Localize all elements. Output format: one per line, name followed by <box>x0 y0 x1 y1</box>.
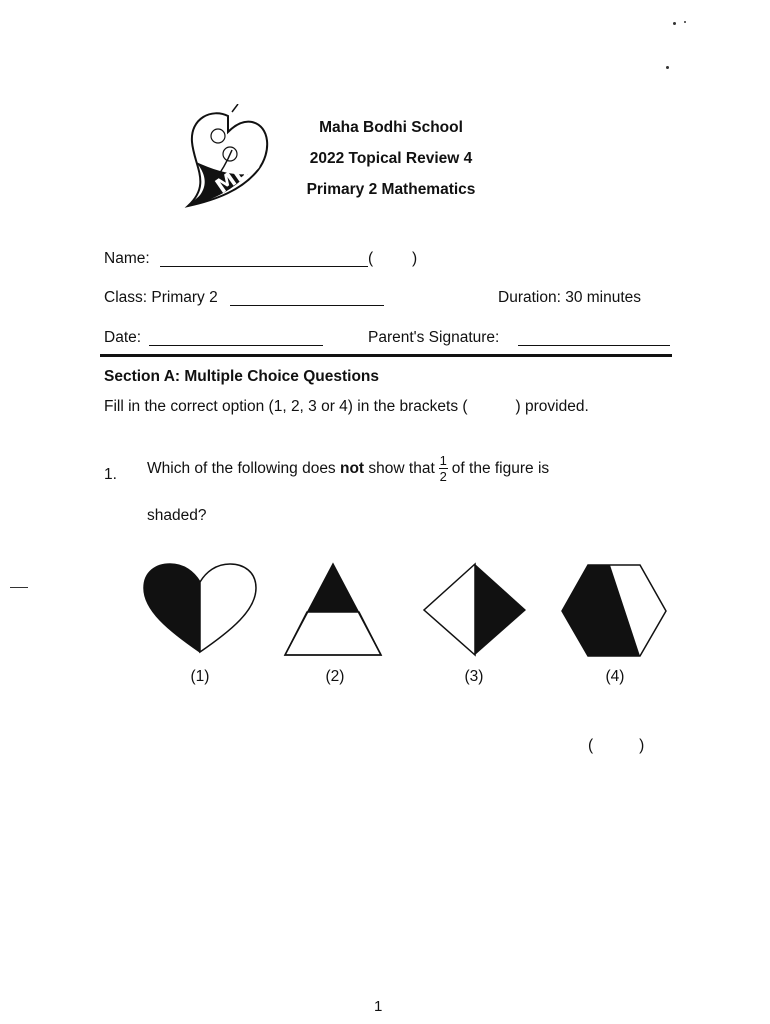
section-title: Section A: Multiple Choice Questions <box>104 368 380 385</box>
fraction-one-half <box>439 454 448 483</box>
figure-diamond <box>422 562 528 658</box>
school-logo <box>182 104 274 210</box>
signature-label: Parent's Signature: <box>368 329 500 346</box>
question-text-after: of the figure is <box>451 459 550 477</box>
question-number: 1. <box>104 466 117 483</box>
figure-hexagon <box>560 563 668 659</box>
fraction-numerator: 1 <box>439 453 447 468</box>
answer-bracket-open: ( <box>588 737 594 754</box>
scan-speck <box>666 66 669 69</box>
option-label-1: (1) <box>190 668 210 685</box>
class-field[interactable] <box>230 305 384 306</box>
section-instruction <box>104 398 664 416</box>
option-label-3: (3) <box>464 668 484 685</box>
date-field[interactable] <box>149 345 323 346</box>
answer-bracket-close: ) <box>639 737 645 754</box>
option-label-2: (2) <box>325 668 345 685</box>
scan-speck <box>684 21 686 23</box>
name-field[interactable] <box>160 266 368 267</box>
figure-heart <box>140 560 260 660</box>
page-number: 1 <box>374 998 383 1015</box>
instruction-text-before: Fill in the correct option (1, 2, 3 or 4) in the brackets ( <box>104 398 468 415</box>
question-text-before: Which of the following does <box>147 459 336 477</box>
name-bracket-close: ) <box>412 250 418 267</box>
class-label: Class: Primary 2 <box>104 289 218 306</box>
logo-lettering: MBS <box>210 150 266 199</box>
school-name: Maha Bodhi School <box>319 119 463 136</box>
question-text <box>147 454 549 483</box>
document-header <box>296 112 486 205</box>
scan-speck <box>673 22 676 25</box>
instruction-text-after: ) provided. <box>515 398 589 415</box>
question-text-line2: shaded? <box>147 507 207 524</box>
question-text-middle: show that <box>368 459 435 477</box>
subject-title: Primary 2 Mathematics <box>306 181 476 198</box>
signature-field[interactable] <box>518 345 670 346</box>
scan-speck <box>10 587 28 588</box>
duration-text: Duration: 30 minutes <box>498 289 642 306</box>
date-label: Date: <box>104 329 142 346</box>
name-bracket-open: ( <box>368 250 374 267</box>
answer-bracket[interactable] <box>588 737 644 755</box>
name-label: Name: <box>104 250 150 267</box>
review-title: 2022 Topical Review 4 <box>309 150 473 167</box>
question-text-bold: not <box>340 459 365 477</box>
header-divider <box>100 354 672 357</box>
option-label-4: (4) <box>605 668 625 685</box>
figure-triangle <box>283 562 383 658</box>
fraction-denominator: 2 <box>439 469 447 484</box>
